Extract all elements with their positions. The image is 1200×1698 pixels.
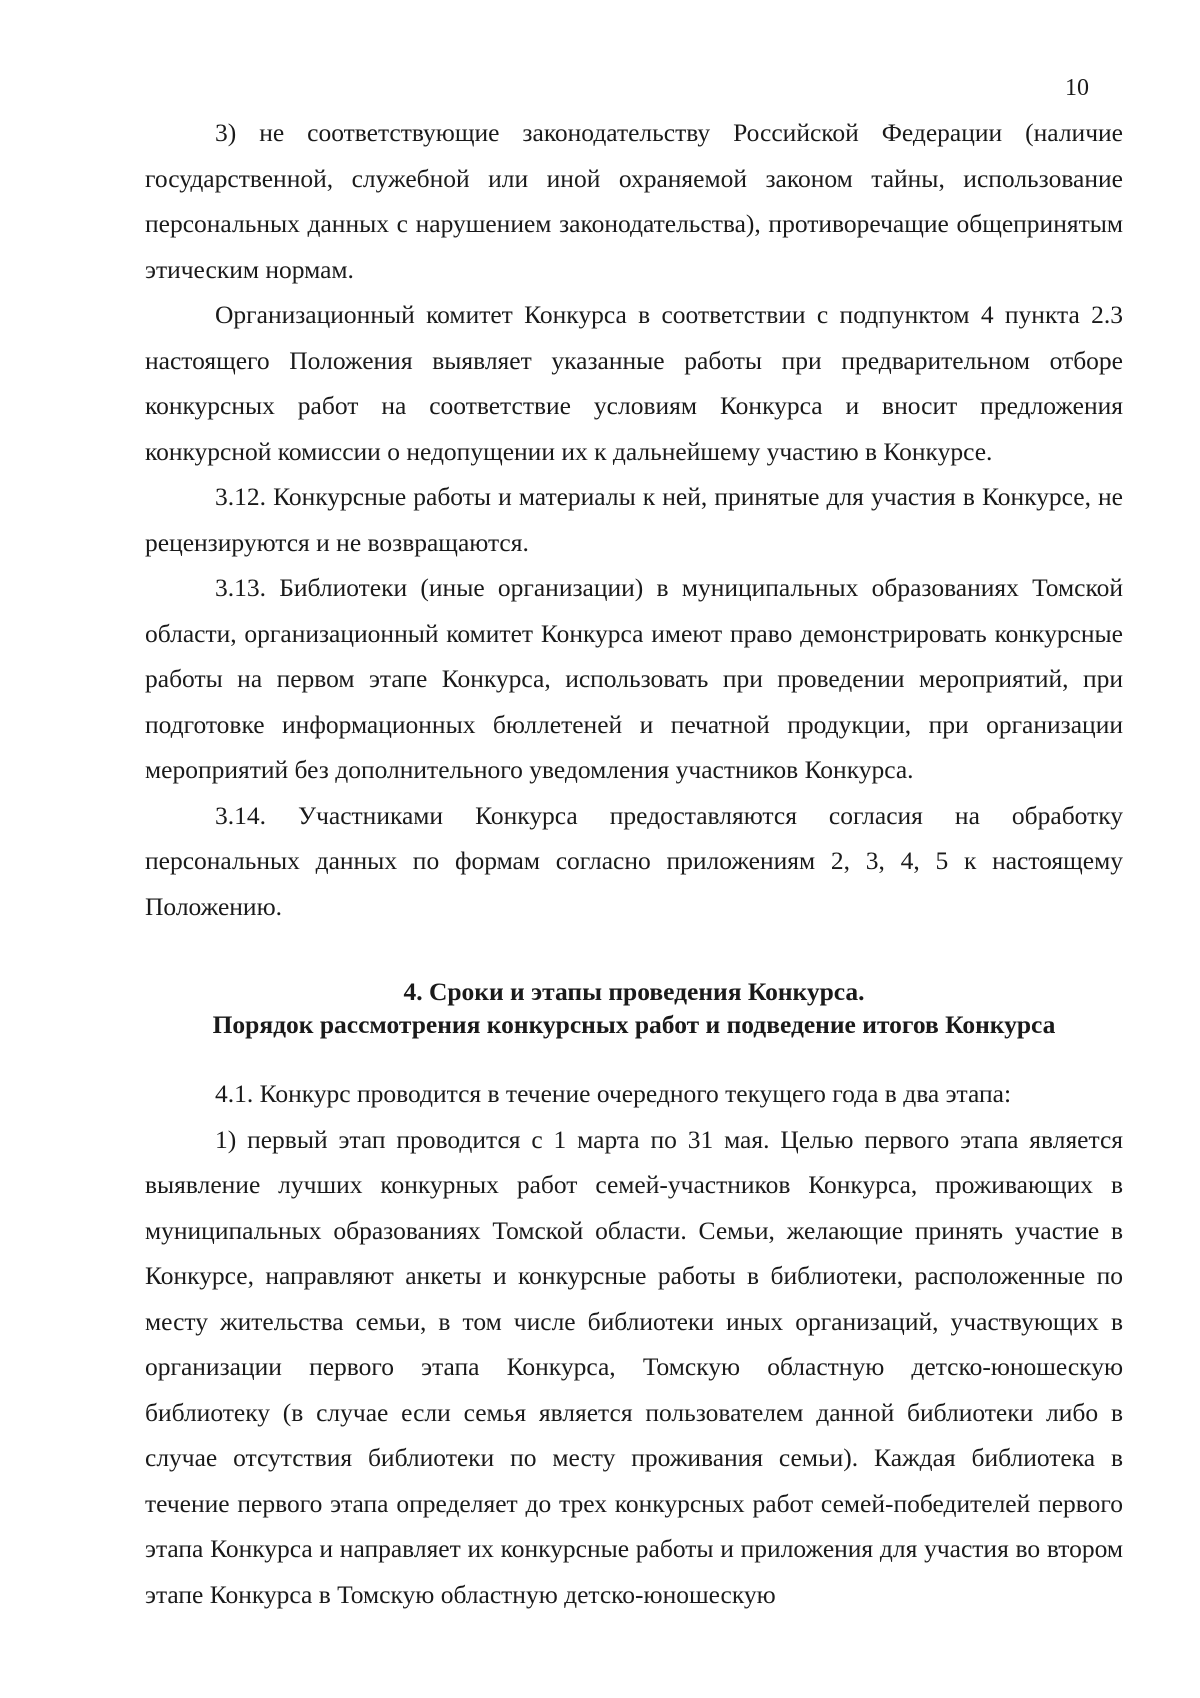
paragraph-3-13: 3.13. Библиотеки (иные организации) в муниципальных образованиях Томской области, организационный комитет Конкурса имеют право демонстрировать конкурсные работы на первом этапе Конкурса, использовать при проведении мероприятий, при подготовке информационных бюллетеней и печатной продукции, при организации мероприятий без дополнительного уведомления участников Конкурса.	[145, 573, 1123, 784]
paragraph-3-14: 3.14. Участниками Конкурса предоставляются согласия на обработку персональных данных по формам согласно приложениям 2, 3, 4, 5 к настоящему Положению.	[145, 800, 1123, 921]
paragraph-orgcommittee: Организационный комитет Конкурса в соответствии с подпунктом 4 пункта 2.3 настоящего Положения выявляет указанные работы при предварительном отборе конкурсных работ на соответствие условиям Конкурса и вносит предложения конкурсной комиссии о недопущении их к дальнейшему участию в Конкурсе.	[145, 300, 1123, 466]
paragraph-3-12: 3.12. Конкурсные работы и материалы к ней, принятые для участия в Конкурсе, не рецензируются и не возвращаются.	[145, 482, 1123, 557]
document-body	[145, 110, 1123, 1617]
paragraph-4-1: 4.1. Конкурс проводится в течение очередного текущего года в два этапа:	[215, 1079, 1012, 1108]
section-heading-title: 4. Сроки и этапы проведения Конкурса.	[403, 977, 865, 1006]
paragraph-item-3: 3) не соответствующие законодательству Российской Федерации (наличие государственной, служебной или иной охраняемой законом тайны, использование персональных данных с нарушением законодательства), противоречащие общепринятым этическим нормам.	[145, 118, 1123, 284]
paragraph-first-stage: 1) первый этап проводится с 1 марта по 31 мая. Целью первого этапа является выявление лучших конкурных работ семей-участников Конкурса, проживающих в муниципальных образованиях Томской области. Семьи, желающие принять участие в Конкурсе, направляют анкеты и конкурсные работы в библиотеки, расположенные по месту жительства семьи, в том числе библиотеки иных организаций, участвующих в организации первого этапа Конкурса, Томскую областную детско-юношескую библиотеку (в случае если семья является пользователем данной библиотеки либо в случае отсутствия библиотеки по месту проживания семьи). Каждая библиотека в течение первого этапа определяет до трех конкурсных работ семей-победителей первого этапа Конкурса и направляет их конкурсные работы и приложения для участия во втором этапе Конкурса в Томскую областную детско-юношескую	[145, 1124, 1123, 1609]
section-heading	[145, 975, 1123, 1041]
section-heading-subtitle: Порядок рассмотрения конкурсных работ и подведение итогов Конкурса	[212, 1010, 1056, 1039]
page-number: 10	[1065, 75, 1089, 101]
